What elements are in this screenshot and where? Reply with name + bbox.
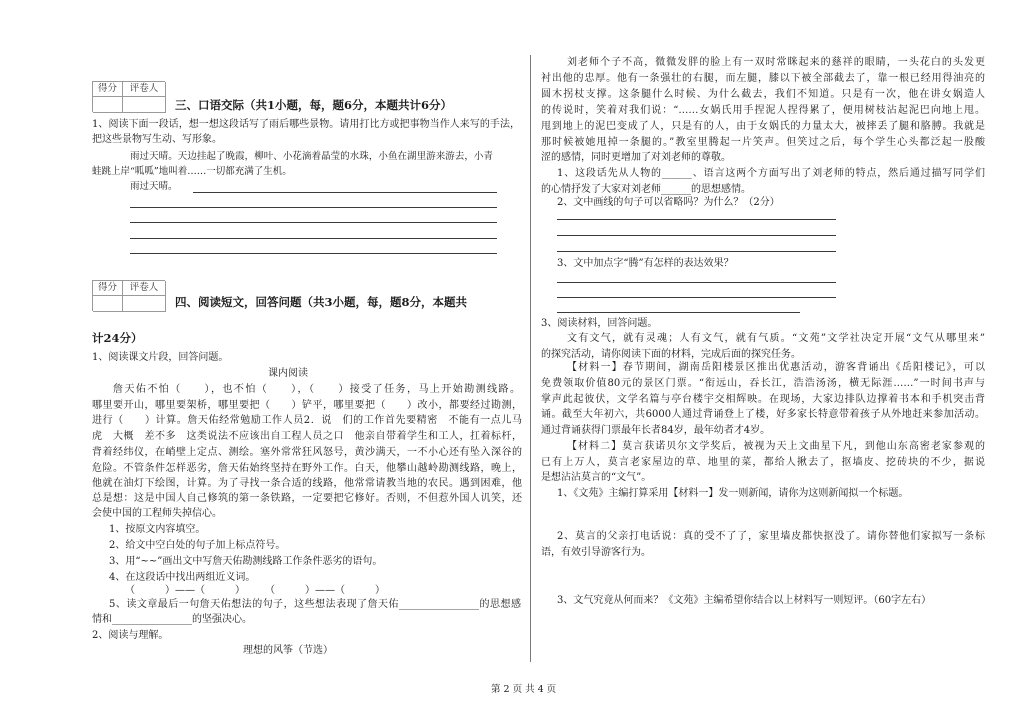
passage-line: 涩的感情，同时更增加了对刘老师的尊敬。: [541, 152, 731, 163]
grader-cell: [123, 296, 166, 312]
passage-line: 总是想：这是中国人自己修筑的第一条铁路，一定要把它修好。否则，不但惹外国人讥笑，还: [92, 493, 522, 504]
section3-title: 三、口语交际（共1小题，每，题6分，本题共计6分）: [175, 98, 453, 112]
sub-question: 2、文中画线的句子可以省略吗？为什么？（2分）: [557, 197, 780, 208]
answer-line: [130, 238, 497, 239]
score-cell: [93, 296, 123, 312]
sub-question: 情和________________的坚强决心。: [92, 614, 252, 625]
score-label: 得分: [93, 281, 123, 296]
material-line: 掌声此起彼伏，文学名篇与亭台楼宇交相辉映。在现场，大家边排队边撑着书本和手机突击背: [541, 394, 985, 405]
question-text: 把这些景物写生动、写形象。: [92, 134, 222, 145]
grader-label: 评卷人: [123, 281, 166, 296]
passage-line: 衬出他的忠厚。他有一条强壮的右腿，而左腿，膝以下被全部截去了，靠一根已经用得油亮的: [541, 73, 985, 84]
passage-line: 刘老师个子不高，微微发胖的脸上有一双时常眯起来的慈祥的眼睛，一头花白的头发更: [567, 57, 985, 68]
sub-question: 1、这段话先从人物的______、语言这两个方面写出了刘老师的特点，然后通过描写同学们: [557, 168, 985, 179]
answer-line: [130, 253, 497, 254]
sub-question: 5、读文章最后一句詹天佑想法的句子，这些想法表现了詹天佑________________的思想感: [109, 599, 521, 610]
question-text: 1、阅读课文片段，回答问题。: [92, 352, 229, 363]
answer-line: [130, 222, 497, 223]
passage-heading: 课内阅读: [268, 368, 308, 379]
score-box-section4: [92, 280, 165, 311]
answer-line: [557, 235, 836, 236]
passage-line: 那时候被她甩掉一条腿的。”教室里腾起一片笑声。但笑过之后，每个学生心头都泛起一股酸: [541, 137, 985, 148]
sub-question: 1、《文苑》主编打算采用【材料一】发一则新闻，请你为这则新闻拟一个标题。: [557, 488, 909, 499]
passage-line: 他就在油灯下绘图，计算。为了寻找一条合适的线路，他常常请教当地的农民。遇到困难，他: [92, 478, 522, 489]
score-box-section3: [92, 81, 165, 112]
sub-question: 1、按原文内容填空。: [109, 524, 206, 535]
passage-line: 甩到地上的泥巴变成了人，只是有的人，由于女娲氏的力量太大，被摔丢了腿和胳膊。我就是: [541, 121, 985, 132]
passage-line: 雨过天晴。天边挂起了晚霞，柳叶、小花滴着晶莹的水珠，小鱼在湖里游来游去，小青: [130, 151, 493, 162]
answer-line: [557, 219, 836, 220]
sub-question: 2、给文中空白处的句子加上标点符号。: [109, 540, 286, 551]
passage-line: 圆木拐杖支撑。这条腿什么时候、为什么截去，我们不知道。只是有一次，他在讲女娲造人: [541, 89, 985, 100]
material-line: 【材料一】春节期间，湖南岳阳楼景区推出优惠活动，游客背诵出《岳阳楼记》，可以: [567, 362, 985, 373]
score-cell: [93, 97, 123, 113]
material-line: 免费领取价值80元的景区门票。“衔远山，吞长江，浩浩汤汤，横无际涯……”一时间书声与: [541, 378, 985, 389]
material-line: 文有文气，就有灵魂；人有文气，就有气质。“文苑”文学社决定开展“文气从哪里来”: [567, 333, 985, 344]
sub-question: 3、用“~~”画出文中写詹天佑勘测线路工作条件恶劣的语句。: [109, 556, 383, 567]
page-footer: 第 2 页 共 4 页: [491, 684, 557, 695]
answer-prefix: 雨过天晴。: [130, 181, 178, 192]
sub-question: 3、文中加点字“腾”有怎样的表达效果？: [557, 258, 734, 269]
material-line: 是想沾沾莫言的“文气”。: [541, 472, 652, 483]
question-text: 3、阅读材料，回答问题。: [541, 318, 658, 329]
question-text: 2、阅读与理解。: [92, 630, 169, 641]
passage-line: 詹天佑不怕（ ），也不怕（ ），（ ）接受了任务，马上开始勘测线路。: [113, 384, 520, 395]
answer-line: [557, 251, 836, 252]
passage-line: 危险。不管条件怎样恶劣，詹天佑始终坚持在野外工作。白天，他攀山越岭勘测线路，晚上，: [92, 463, 522, 474]
question-text: 1、阅读下面一段话，想一想这段话写了雨后哪些景物。请用打比方或把事物当作人来写的手法，: [92, 119, 520, 130]
passage-line: 蛙跳上岸“呱呱”地叫着……一切都充满了生机。: [92, 166, 292, 177]
passage-line: 进行（ ）计算。詹天佑经常勉励工作人员2．说 们的工作首先要精密 不能有一点儿马: [92, 415, 522, 426]
answer-line: [557, 282, 836, 283]
material-line: 已有上万人，莫言老家屋边的草、地里的菜，都给人揪去了，抠墙皮、挖砖块的不少，据说: [541, 457, 985, 468]
answer-line: [557, 312, 800, 313]
sub-question: 2、莫言的父亲打电话说：真的受不了了，家里墙皮都快抠没了。请你替他们家拟写一条标: [557, 531, 985, 542]
sub-question: 4、在这段话中找出两组近义词。: [109, 572, 256, 583]
sub-question: 的心情抒发了大家对刘老师______的思想感情。: [541, 184, 751, 195]
grader-cell: [123, 97, 166, 113]
passage-line: 哪里要开山，哪里要架桥，哪里要把（ ）铲平，哪里要把（ ）改小，都要经过勘测，: [92, 400, 522, 411]
answer-line: [130, 207, 497, 208]
column-divider: [530, 55, 531, 662]
material-line: 通过背诵获得门票最年长者84岁，最年幼者才4岁。: [541, 425, 771, 436]
material-line: 【材料二】莫言获诺贝尔文学奖后，被视为天上文曲星下凡，到他山东高密老家参观的: [567, 441, 985, 452]
passage-line: 背着经纬仪，在峭壁上定点、测绘。塞外常常狂风怒号，黄沙满天，一不小心还有坠入深谷的: [92, 447, 522, 458]
passage-line: 的传说时，笑着对我们说：“……女娲氏用手捏泥人捏得累了，便用树枝沾起泥巴向地上甩。: [541, 105, 985, 116]
section4-title-continued: 计24分）: [92, 331, 143, 345]
passage-heading: 理想的风筝（节选）: [243, 645, 333, 656]
material-line: 的探究活动，请你阅读下面的材料，完成后面的探究任务。: [541, 349, 801, 360]
answer-line: [557, 297, 836, 298]
sub-question: 语，有效引导游客行为。: [541, 547, 651, 558]
grader-label: 评卷人: [123, 82, 166, 97]
sub-question: 3、文气究竟从何而来？《文苑》主编希望你结合以上材料写一则短评。（60字左右）: [557, 595, 932, 606]
passage-line: 会使中国的工程师失掉信心。: [92, 508, 222, 519]
section4-title: 四、阅读短文，回答问题（共3小题，每，题8分，本题共: [175, 295, 468, 309]
answer-line: [193, 192, 497, 193]
score-label: 得分: [93, 82, 123, 97]
passage-line: 虎 大概 差不多 这类说法不应该出自工程人员之口 他亲自带着学生和工人，扛着标杆，: [92, 431, 522, 442]
material-line: 诵。截至大年初六，共6000人通过背诵登上了楼，好多家长特意带着孩子从外地赶来参加活动。: [541, 409, 985, 420]
synonym-blanks: （ ）——（ ） （ ）——（ ）: [125, 585, 385, 596]
